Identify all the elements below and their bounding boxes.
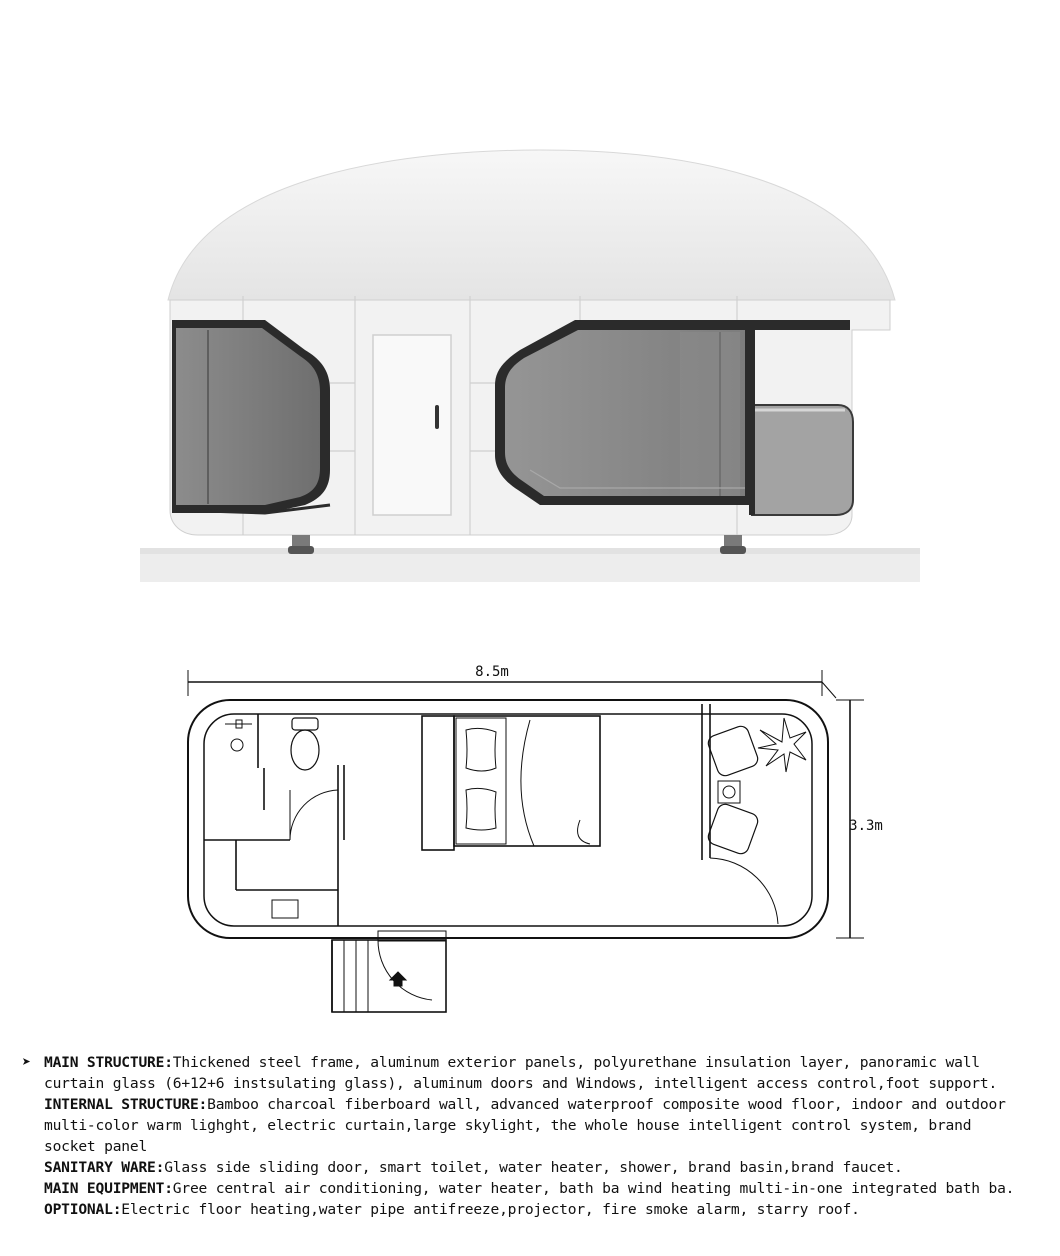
spec-label: MAIN STRUCTURE: (44, 1054, 173, 1071)
entry-door-swing (710, 858, 778, 924)
spec-line (22, 1157, 1042, 1178)
door-handle (435, 405, 439, 429)
shower (225, 720, 252, 751)
entrance-steps (332, 931, 446, 1012)
inner-shell (204, 714, 812, 926)
balcony-glass (752, 405, 853, 515)
spec-text: Gree central air conditioning, water heater, bath ba wind heating multi-in-one integrated bath ba. (172, 1180, 1015, 1197)
length-dimension (188, 670, 836, 698)
spec-line (22, 1052, 1042, 1073)
spec-line (22, 1094, 1042, 1115)
length-label: 8.5m (475, 664, 509, 680)
spec-text: curtain glass (6+12+6 instsulating glass), aluminum doors and Windows, intelligent access control,foot support. (44, 1075, 998, 1092)
specifications (22, 1052, 1042, 1220)
armchair-bottom (706, 802, 760, 856)
pillow-top (466, 728, 496, 771)
spec-line (22, 1178, 1042, 1199)
spec-line (22, 1115, 1042, 1136)
spec-text: Thickened steel frame, aluminum exterior panels, polyurethane insulation layer, panoramic wall (172, 1054, 980, 1071)
spec-label: MAIN EQUIPMENT: (44, 1180, 173, 1197)
spec-label: SANITARY WARE: (44, 1159, 165, 1176)
spec-label: INTERNAL STRUCTURE: (44, 1096, 208, 1113)
spec-line (22, 1073, 1042, 1094)
ground (140, 552, 920, 582)
plant (758, 718, 806, 772)
width-label: 3.3m (849, 818, 883, 834)
arrow-right-icon: ➤ (22, 1053, 31, 1071)
spec-text: multi-color warm lighght, electric curtain,large skylight, the whole house intelligent control system, brand (44, 1117, 972, 1134)
basin (272, 900, 298, 918)
spec-text: socket panel (44, 1138, 148, 1155)
floor-plan (0, 640, 1060, 1030)
pillow-bottom (466, 788, 496, 830)
spec-text: Glass side sliding door, smart toilet, water heater, shower, brand basin,brand faucet. (164, 1159, 903, 1176)
toilet (291, 718, 319, 770)
armchair-top (706, 724, 760, 778)
bed-blanket (521, 720, 600, 846)
side-table (718, 781, 740, 803)
spec-line (22, 1136, 1042, 1157)
spec-text: Electric floor heating,water pipe antifreeze,projector, fire smoke alarm, starry roof. (121, 1201, 860, 1218)
spec-text: Bamboo charcoal fiberboard wall, advanced waterproof composite wood floor, indoor and outdoor (207, 1096, 1006, 1113)
entrance-door (373, 335, 451, 515)
spec-line (22, 1199, 1042, 1220)
headboard (456, 718, 506, 844)
spec-label: OPTIONAL: (44, 1201, 122, 1218)
wardrobe (422, 716, 454, 850)
outer-shell (188, 700, 828, 938)
capsule-house-rendering (0, 0, 1060, 600)
roof-dome (168, 150, 895, 300)
